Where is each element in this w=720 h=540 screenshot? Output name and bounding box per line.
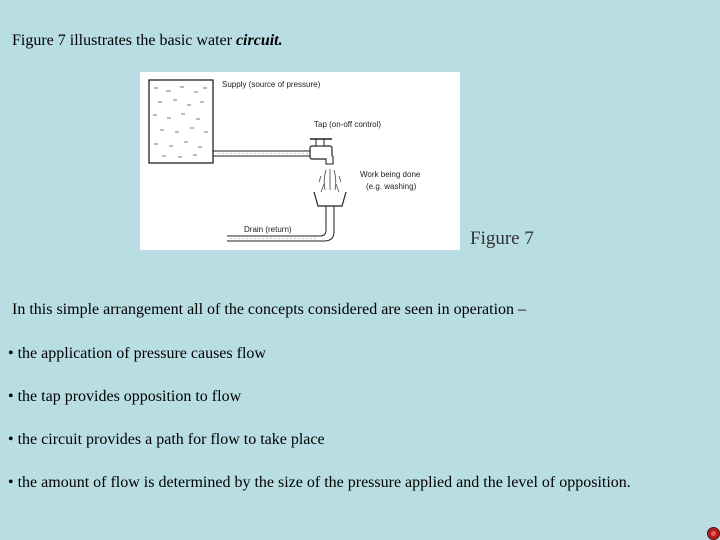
supply-label: Supply (source of pressure) (222, 80, 321, 89)
list-item: • the tap provides opposition to flow (8, 388, 242, 405)
supply-tank (149, 80, 213, 163)
basin (314, 192, 346, 206)
tap-label: Tap (on-off control) (314, 120, 381, 129)
figure-caption: Figure 7 (470, 228, 534, 249)
list-item: • the circuit provides a path for flow to take place (8, 431, 325, 448)
lead-text: In this simple arrangement all of the concepts considered are seen in operation – (12, 301, 527, 318)
list-item: • the amount of flow is determined by the size of the pressure applied and the level of opposition. (8, 474, 631, 491)
intro-text (12, 32, 283, 50)
list-item: • the application of pressure causes flow (8, 345, 266, 362)
work-label-line2: (e.g. washing) (366, 182, 417, 191)
red-circle-icon[interactable] (707, 527, 720, 540)
work-label-line1: Work being done (360, 170, 421, 179)
drain-pipe (227, 206, 334, 241)
intro-prefix: Figure 7 illustrates the basic water (12, 32, 236, 49)
drain-label: Drain (return) (244, 225, 292, 234)
water-spray (319, 169, 341, 192)
water-circuit-figure (140, 72, 460, 250)
intro-emphasis: circuit. (235, 32, 283, 49)
concept-list (8, 343, 708, 515)
tap-icon (310, 139, 333, 164)
water-circuit-diagram (140, 72, 460, 250)
supply-pipe (213, 151, 310, 156)
